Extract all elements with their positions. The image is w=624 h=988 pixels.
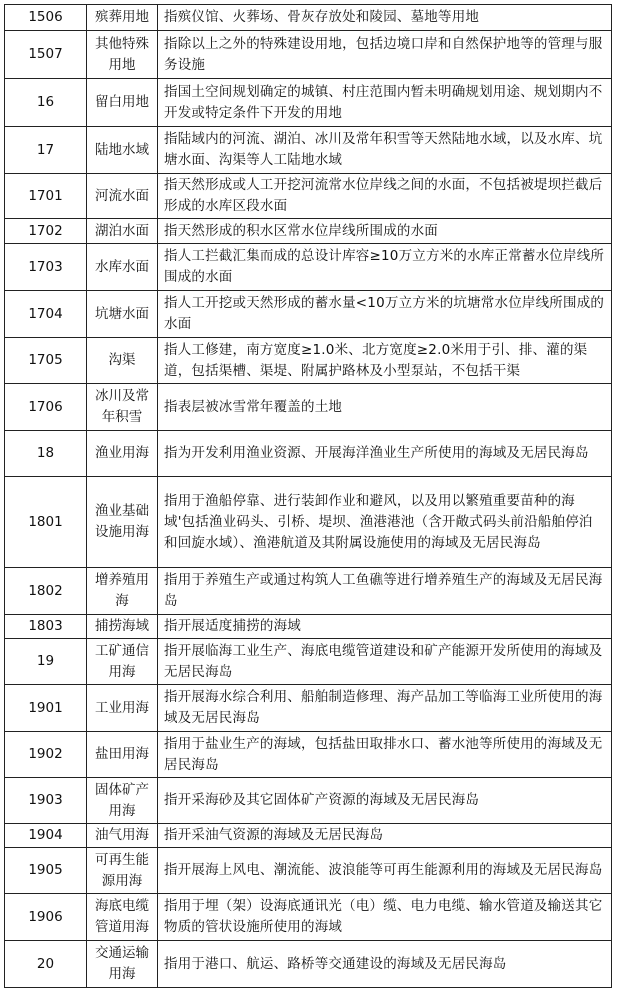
code-cell: 18 (5, 431, 87, 477)
name-cell: 盐田用海 (87, 732, 158, 778)
name-cell: 交通运输用海 (87, 941, 158, 988)
table-row (5, 384, 612, 431)
description-cell: 指用于渔船停靠、进行装卸作业和避风，以及用以繁殖重要苗种的海域'包括渔业码头、引桥、堤坝、渔港港池（含开敞式码头前沿船舶停泊和回旋水域）、渔港航道及其附属设施使用的海域及无居民海岛 (158, 477, 612, 568)
name-cell: 留白用地 (87, 79, 158, 127)
code-cell: 1506 (5, 5, 87, 31)
description-cell: 指开展临海工业生产、海底电缆管道建设和矿产能源开发所使用的海域及无居民海岛 (158, 639, 612, 685)
table-row (5, 31, 612, 79)
table-row (5, 244, 612, 291)
code-cell: 17 (5, 127, 87, 174)
description-cell: 指开采海砂及其它固体矿产资源的海域及无居民海岛 (158, 778, 612, 824)
code-cell: 1906 (5, 894, 87, 941)
description-cell: 指用于盐业生产的海域，包括盐田取排水口、蓄水池等所使用的海域及无居民海岛 (158, 732, 612, 778)
description-cell: 指人工开挖或天然形成的蓄水量<10万立方米的坑塘常水位岸线所围成的水面 (158, 291, 612, 338)
code-cell: 1706 (5, 384, 87, 431)
code-cell: 1905 (5, 848, 87, 894)
code-cell: 16 (5, 79, 87, 127)
name-cell: 增养殖用海 (87, 568, 158, 615)
name-cell: 陆地水域 (87, 127, 158, 174)
name-cell: 其他特殊用地 (87, 31, 158, 79)
name-cell: 冰川及常年积雪 (87, 384, 158, 431)
description-cell: 指除以上之外的特殊建设用地，包括边境口岸和自然保护地等的管理与服务设施 (158, 31, 612, 79)
description-cell: 指用于港口、航运、路桥等交通建设的海域及无居民海岛 (158, 941, 612, 988)
table-row (5, 824, 612, 848)
description-cell: 指人工拦截汇集而成的总设计库容≥10万立方米的水库正常蓄水位岸线所围成的水面 (158, 244, 612, 291)
name-cell: 渔业用海 (87, 431, 158, 477)
description-cell: 指陆域内的河流、湖泊、冰川及常年积雪等天然陆地水域，以及水库、坑塘水面、沟渠等人工陆地水域 (158, 127, 612, 174)
table-row (5, 615, 612, 639)
name-cell: 固体矿产用海 (87, 778, 158, 824)
description-cell: 指表层被冰雪常年覆盖的土地 (158, 384, 612, 431)
description-cell: 指天然形成或人工开挖河流常水位岸线之间的水面，不包括被堤坝拦截后形成的水库区段水面 (158, 174, 612, 219)
table-row (5, 778, 612, 824)
land-use-classification-table (4, 4, 612, 988)
description-cell: 指人工修建，南方宽度≥1.0米、北方宽度≥2.0米用于引、排、灌的渠道，包括渠槽、渠堤、附属护路林及小型泵站，不包括干渠 (158, 338, 612, 384)
description-cell: 指天然形成的积水区常水位岸线所围成的水面 (158, 219, 612, 244)
table-row (5, 639, 612, 685)
name-cell: 沟渠 (87, 338, 158, 384)
code-cell: 1901 (5, 685, 87, 732)
table-row (5, 219, 612, 244)
description-cell: 指国土空间规划确定的城镇、村庄范围内暂未明确规划用途、规划期内不开发或特定条件下开发的用地 (158, 79, 612, 127)
code-cell: 1705 (5, 338, 87, 384)
name-cell: 海底电缆管道用海 (87, 894, 158, 941)
table-row (5, 848, 612, 894)
table-row (5, 5, 612, 31)
name-cell: 工矿通信用海 (87, 639, 158, 685)
code-cell: 1904 (5, 824, 87, 848)
name-cell: 捕捞海域 (87, 615, 158, 639)
land-use-table-container (4, 4, 612, 988)
name-cell: 河流水面 (87, 174, 158, 219)
name-cell: 湖泊水面 (87, 219, 158, 244)
description-cell: 指开展海上风电、潮流能、波浪能等可再生能源利用的海域及无居民海岛 (158, 848, 612, 894)
name-cell: 渔业基础设施用海 (87, 477, 158, 568)
table-row (5, 732, 612, 778)
code-cell: 1507 (5, 31, 87, 79)
name-cell: 殡葬用地 (87, 5, 158, 31)
table-row (5, 127, 612, 174)
table-row (5, 568, 612, 615)
code-cell: 1903 (5, 778, 87, 824)
code-cell: 19 (5, 639, 87, 685)
name-cell: 油气用海 (87, 824, 158, 848)
description-cell: 指用于养殖生产或通过构筑人工鱼礁等进行增养殖生产的海域及无居民海岛 (158, 568, 612, 615)
code-cell: 1802 (5, 568, 87, 615)
table-row (5, 477, 612, 568)
table-row (5, 431, 612, 477)
code-cell: 1701 (5, 174, 87, 219)
table-row (5, 894, 612, 941)
table-row (5, 291, 612, 338)
code-cell: 1803 (5, 615, 87, 639)
description-cell: 指用于埋（架）设海底通讯光（电）缆、电力电缆、输水管道及输送其它物质的管状设施所使用的海域 (158, 894, 612, 941)
table-row (5, 685, 612, 732)
code-cell: 1801 (5, 477, 87, 568)
table-body (5, 5, 612, 988)
name-cell: 可再生能源用海 (87, 848, 158, 894)
table-row (5, 338, 612, 384)
code-cell: 20 (5, 941, 87, 988)
code-cell: 1703 (5, 244, 87, 291)
name-cell: 坑塘水面 (87, 291, 158, 338)
table-row (5, 79, 612, 127)
code-cell: 1702 (5, 219, 87, 244)
table-row (5, 174, 612, 219)
name-cell: 工业用海 (87, 685, 158, 732)
description-cell: 指为开发利用渔业资源、开展海洋渔业生产所使用的海域及无居民海岛 (158, 431, 612, 477)
code-cell: 1704 (5, 291, 87, 338)
description-cell: 指开展海水综合利用、船舶制造修理、海产品加工等临海工业所使用的海域及无居民海岛 (158, 685, 612, 732)
description-cell: 指开采油气资源的海域及无居民海岛 (158, 824, 612, 848)
description-cell: 指殡仪馆、火葬场、骨灰存放处和陵园、墓地等用地 (158, 5, 612, 31)
table-row (5, 941, 612, 988)
description-cell: 指开展适度捕捞的海域 (158, 615, 612, 639)
code-cell: 1902 (5, 732, 87, 778)
name-cell: 水库水面 (87, 244, 158, 291)
